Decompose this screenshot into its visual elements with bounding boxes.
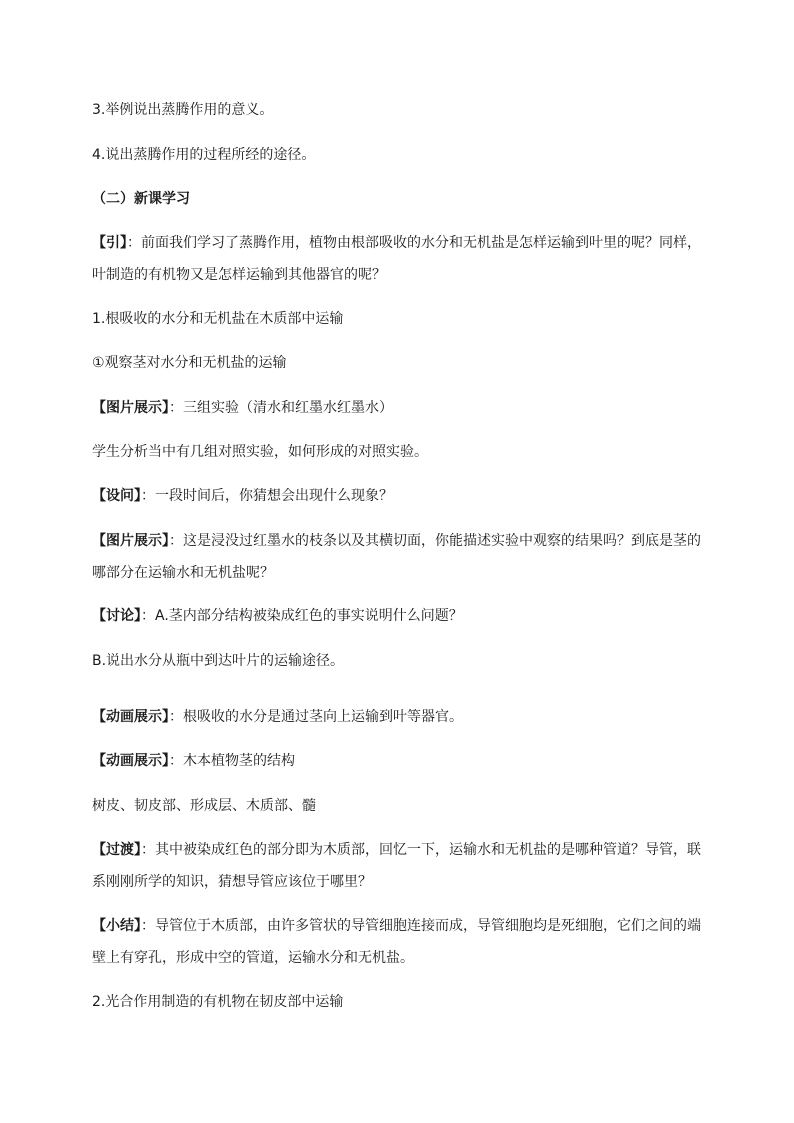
tag-label: 【动画展示】 [92, 753, 169, 769]
paragraph-heading-1: 1.根吸收的水分和无机盐在木质部中运输 [92, 311, 344, 327]
tag-label: 【讨论】 [92, 608, 141, 624]
paragraph-discussion: 【讨论】：A.茎内部分结构被染成红色的事实说明什么问题？ [92, 608, 463, 624]
paragraph-animation-2: 【动画展示】：木本植物茎的结构 [92, 753, 295, 769]
tag-label: 【引】 [92, 235, 127, 251]
paragraph-discussion-b: B.说出水分从瓶中到达叶片的运输途径。 [92, 653, 345, 669]
paragraph-intro: 【引】：前面我们学习了蒸腾作用，植物由根部吸收的水分和无机盐是怎样运输到叶里的呢？同样，叶制造的有机物又是怎样运输到其他器官的呢？ [92, 235, 701, 283]
paragraph-animation-1: 【动画展示】：根吸收的水分是通过茎向上运输到叶等器官。 [92, 709, 463, 725]
paragraph-summary: 【小结】：导管位于木质部，由许多管状的导管细胞连接而成，导管细胞均是死细胞，它们之间的端壁上有穿孔，形成中空的管道，运输水分和无机盐。 [92, 918, 701, 966]
paragraph-objective-4: 4.说出蒸腾作用的过程所经的途径。 [92, 147, 316, 163]
paragraph-question: 【设问】：一段时间后，你猜想会出现什么现象？ [92, 488, 393, 504]
section-heading-new-lesson: （二）新课学习 [92, 191, 190, 207]
paragraph-heading-2: 2.光合作用制造的有机物在韧皮部中运输 [92, 994, 344, 1010]
tag-label: 【图片展示】 [92, 533, 169, 549]
paragraph-student-analysis: 学生分析当中有几组对照实验，如何形成的对照实验。 [92, 444, 428, 460]
paragraph-transition: 【过渡】：其中被染成红色的部分即为木质部，回忆一下，运输水和无机盐的是哪种管道？导管，联系刚刚所学的知识，猜想导管应该位于哪里？ [92, 842, 701, 890]
tag-label: 【图片展示】 [92, 400, 169, 416]
tag-label: 【设问】 [92, 488, 141, 504]
tag-label: 【小结】 [92, 918, 141, 934]
paragraph-observe: ①观察茎对水分和无机盐的运输 [92, 355, 287, 371]
tag-label: 【过渡】 [92, 842, 141, 858]
tag-label: 【动画展示】 [92, 709, 169, 725]
paragraph-stem-structure: 树皮、韧皮部、形成层、木质部、髓 [92, 798, 316, 814]
paragraph-image-show-1: 【图片展示】：三组实验（清水和红墨水红墨水） [92, 400, 393, 416]
paragraph-objective-3: 3.举例说出蒸腾作用的意义。 [92, 102, 274, 118]
paragraph-image-show-2: 【图片展示】：这是浸没过红墨水的枝条以及其横切面，你能描述实验中观察的结果吗？到底是茎的哪部分在运输水和无机盐呢？ [92, 533, 701, 581]
